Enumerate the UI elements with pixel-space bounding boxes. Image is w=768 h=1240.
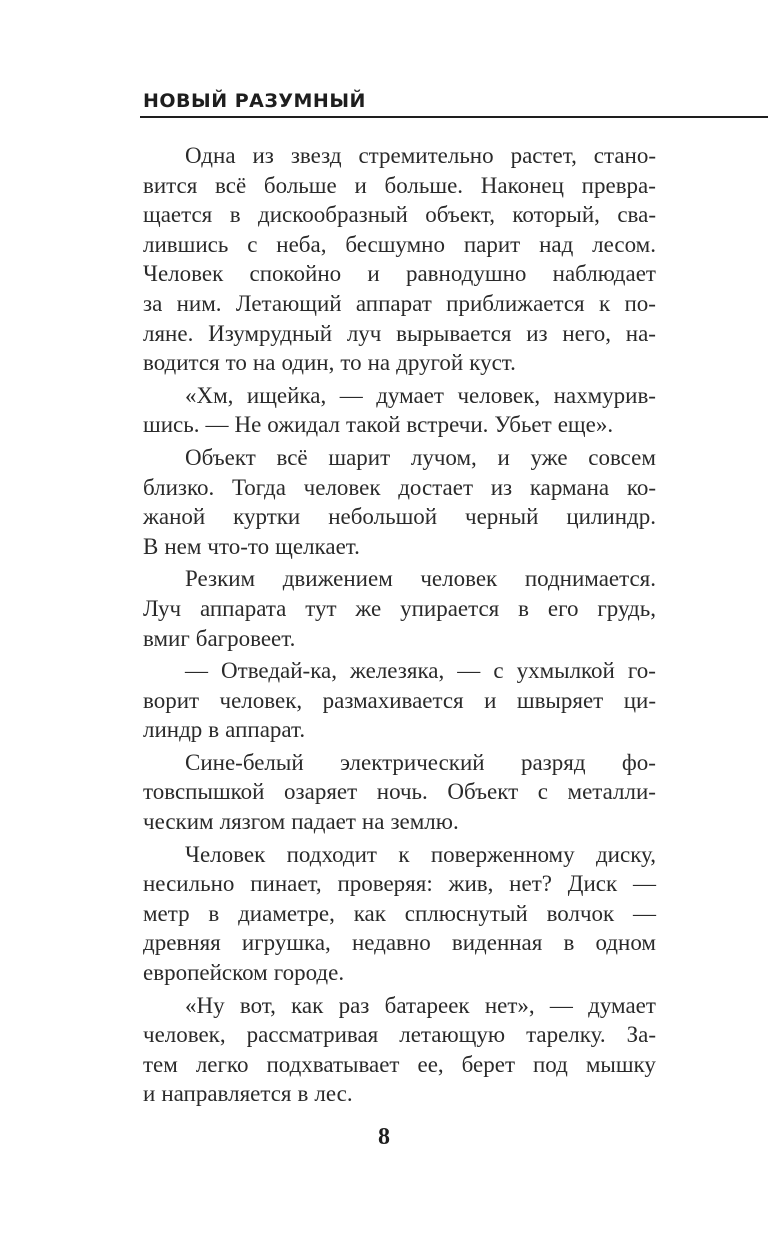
text-line bbox=[143, 443, 656, 473]
word: на bbox=[252, 350, 276, 376]
word: растет, bbox=[510, 143, 577, 168]
text-line bbox=[143, 991, 656, 1021]
word: — bbox=[633, 900, 656, 926]
word: него, bbox=[562, 320, 612, 346]
text-line bbox=[143, 381, 656, 411]
word: тарелку. bbox=[526, 1022, 606, 1048]
word: Луч bbox=[143, 595, 182, 621]
text-line bbox=[143, 348, 656, 378]
word: Сине-белый bbox=[185, 749, 304, 775]
word: виденная bbox=[451, 930, 543, 956]
word: — bbox=[205, 412, 229, 438]
word: как bbox=[353, 900, 386, 926]
word: ожидал bbox=[267, 412, 341, 438]
word: больше bbox=[263, 172, 337, 198]
word: человек bbox=[420, 566, 498, 592]
word: фо- bbox=[621, 749, 656, 775]
text-line bbox=[143, 564, 656, 594]
word: и bbox=[497, 444, 510, 470]
text-line bbox=[143, 807, 656, 837]
text-line bbox=[143, 200, 656, 230]
word: бесшумно bbox=[345, 231, 445, 257]
word: поднимается. bbox=[524, 566, 656, 592]
word: в bbox=[229, 202, 241, 228]
word: из bbox=[252, 143, 274, 168]
word: цилиндр. bbox=[566, 504, 656, 530]
word: ляне. bbox=[143, 320, 194, 346]
word: ее, bbox=[417, 1051, 444, 1077]
word: уже bbox=[530, 444, 568, 470]
text-line bbox=[143, 473, 656, 503]
word: недавно bbox=[351, 930, 431, 956]
text-line bbox=[143, 319, 656, 349]
word: багровеет. bbox=[195, 625, 296, 651]
text-line bbox=[143, 840, 656, 870]
word: ухмылкой bbox=[516, 658, 615, 684]
word: падает bbox=[291, 809, 356, 835]
word: шарит bbox=[328, 444, 391, 470]
word: шись. bbox=[143, 412, 200, 438]
word: ворит bbox=[143, 687, 200, 713]
word: из bbox=[526, 320, 548, 346]
word: то bbox=[340, 350, 362, 376]
word: другой bbox=[396, 350, 464, 376]
word: на bbox=[367, 350, 391, 376]
word: пинает, bbox=[250, 871, 322, 897]
word: жив, bbox=[448, 871, 494, 897]
word: летающую bbox=[399, 1022, 506, 1048]
word: игрушка, bbox=[241, 930, 331, 956]
word: человек, bbox=[219, 687, 303, 713]
body-text bbox=[143, 141, 656, 1109]
word: в bbox=[208, 717, 220, 743]
word: с bbox=[493, 658, 504, 684]
header-rule bbox=[140, 116, 768, 118]
word: превра- bbox=[581, 172, 656, 198]
word: — bbox=[339, 382, 363, 408]
word: подхватывает bbox=[266, 1051, 400, 1077]
text-line bbox=[143, 777, 656, 807]
word: берет bbox=[461, 1051, 516, 1077]
word: направляется bbox=[161, 1081, 292, 1107]
word: равнодушно bbox=[405, 261, 527, 287]
word: кармана bbox=[529, 474, 610, 500]
word: за bbox=[143, 290, 163, 316]
word: — bbox=[185, 658, 208, 684]
word: Одна bbox=[185, 143, 236, 168]
word: черный bbox=[465, 504, 539, 530]
word: по- bbox=[624, 290, 656, 316]
word: Человек bbox=[185, 841, 266, 867]
word: швыряет bbox=[516, 687, 604, 713]
word: нем bbox=[164, 533, 202, 559]
word: поверженному bbox=[430, 841, 575, 867]
word: который, bbox=[512, 202, 600, 228]
word: Диск bbox=[567, 871, 618, 897]
word: человек bbox=[303, 474, 381, 500]
word: тем bbox=[143, 1051, 178, 1077]
word: еще». bbox=[557, 412, 614, 438]
word: из bbox=[490, 474, 513, 500]
text-line bbox=[143, 899, 656, 929]
word: лес. bbox=[314, 1081, 353, 1107]
word: аппарат. bbox=[225, 717, 306, 743]
word: объект, bbox=[425, 202, 495, 228]
text-line bbox=[143, 958, 656, 988]
word: металли- bbox=[567, 779, 656, 805]
word: «Ну bbox=[185, 992, 225, 1018]
word: вмиг bbox=[143, 625, 190, 651]
word: грудь, bbox=[597, 595, 656, 621]
word: За- bbox=[626, 1022, 656, 1048]
word: ищейка, bbox=[246, 382, 327, 408]
word: один, bbox=[281, 350, 335, 376]
word: железяка, bbox=[350, 658, 445, 684]
word: над bbox=[539, 231, 574, 257]
word: стано- bbox=[593, 143, 656, 168]
text-line bbox=[143, 869, 656, 899]
word: «Хм, bbox=[185, 382, 234, 408]
word: аппарат bbox=[355, 290, 432, 316]
word: линдр bbox=[143, 717, 203, 743]
text-line bbox=[143, 1020, 656, 1050]
text-line bbox=[143, 410, 656, 440]
word: жаной bbox=[143, 504, 206, 530]
text-line bbox=[143, 1050, 656, 1080]
word: Не bbox=[234, 412, 262, 438]
word: спокойно bbox=[249, 261, 342, 287]
word: Летающий bbox=[235, 290, 342, 316]
text-line bbox=[143, 1079, 656, 1109]
word: Резким bbox=[185, 566, 256, 592]
word: и bbox=[354, 172, 367, 198]
word: сплюснутый bbox=[404, 900, 528, 926]
word: к bbox=[598, 290, 611, 316]
word: звезд bbox=[290, 143, 342, 168]
word: вот, bbox=[239, 992, 276, 1018]
text-line bbox=[143, 928, 656, 958]
word: Убьет bbox=[494, 412, 552, 438]
word: лучом, bbox=[410, 444, 477, 470]
word: вырывается bbox=[396, 320, 512, 346]
word: и bbox=[143, 1081, 156, 1107]
word: мышку bbox=[585, 1051, 656, 1077]
text-line bbox=[143, 715, 656, 745]
text-line bbox=[143, 624, 656, 654]
word: ночь. bbox=[376, 779, 428, 805]
word: под bbox=[533, 1051, 568, 1077]
word: парит bbox=[463, 231, 521, 257]
text-line bbox=[143, 686, 656, 716]
word: с bbox=[247, 231, 258, 257]
word: достает bbox=[398, 474, 474, 500]
word: электрический bbox=[340, 749, 485, 775]
word: — bbox=[549, 992, 573, 1018]
word: нет», bbox=[484, 992, 535, 1018]
page-number: 8 bbox=[378, 1124, 390, 1150]
word: го- bbox=[627, 658, 656, 684]
word: и bbox=[367, 261, 380, 287]
word: же bbox=[355, 595, 382, 621]
word: товспышкой bbox=[143, 779, 265, 805]
word: Объект bbox=[447, 779, 519, 805]
word: — bbox=[457, 658, 481, 684]
word: ческим bbox=[143, 809, 214, 835]
word: дискообразный bbox=[258, 202, 408, 228]
word: размахивается bbox=[322, 687, 464, 713]
word: проверяя: bbox=[337, 871, 433, 897]
text-line bbox=[143, 230, 656, 260]
word: древняя bbox=[143, 930, 221, 956]
text-line bbox=[143, 656, 656, 686]
word: щается bbox=[143, 202, 213, 228]
word: лязгом bbox=[219, 809, 286, 835]
word: ко- bbox=[626, 474, 656, 500]
word: диску, bbox=[595, 841, 656, 867]
word: в bbox=[297, 1081, 309, 1107]
word: в bbox=[208, 900, 220, 926]
word: разряд bbox=[520, 749, 586, 775]
word: В bbox=[143, 533, 159, 559]
word: волчок bbox=[546, 900, 615, 926]
word: в bbox=[518, 595, 529, 621]
word: раз bbox=[338, 992, 370, 1018]
word: думает bbox=[588, 992, 656, 1018]
word: его bbox=[547, 595, 579, 621]
text-line bbox=[143, 259, 656, 289]
word: в bbox=[563, 930, 575, 956]
word: куст. bbox=[469, 350, 516, 376]
word: движением bbox=[282, 566, 393, 592]
word: щелкает. bbox=[275, 533, 360, 559]
running-title: НОВЫЙ РАЗУМНЫЙ bbox=[143, 90, 366, 112]
word: лившись bbox=[143, 231, 229, 257]
word: нахмурив- bbox=[553, 382, 656, 408]
word: с bbox=[537, 779, 548, 805]
word: Тогда bbox=[231, 474, 286, 500]
word: ци- bbox=[623, 687, 656, 713]
word: наблюдает bbox=[552, 261, 656, 287]
word: Наконец bbox=[480, 172, 564, 198]
word: как bbox=[291, 992, 324, 1018]
word: и bbox=[484, 687, 497, 713]
word: встречи. bbox=[406, 412, 489, 438]
word: метр bbox=[143, 900, 190, 926]
word: куртки bbox=[233, 504, 301, 530]
word: такой bbox=[346, 412, 401, 438]
word: небольшой bbox=[328, 504, 438, 530]
word: тут bbox=[305, 595, 337, 621]
word: близко. bbox=[143, 474, 215, 500]
word: совсем bbox=[588, 444, 656, 470]
word: стремительно bbox=[358, 143, 494, 168]
word: городе. bbox=[273, 960, 345, 986]
text-line bbox=[143, 594, 656, 624]
word: нет? bbox=[509, 871, 552, 897]
word: сва- bbox=[617, 202, 656, 228]
word: человек, bbox=[143, 1022, 226, 1048]
word: землю. bbox=[390, 809, 459, 835]
word: на bbox=[361, 809, 385, 835]
word: больше. bbox=[384, 172, 464, 198]
word: Объект bbox=[185, 444, 256, 470]
word: несильно bbox=[143, 871, 235, 897]
word: неба, bbox=[276, 231, 327, 257]
word: европейском bbox=[143, 960, 268, 986]
word: упирается bbox=[400, 595, 500, 621]
word: диаметре, bbox=[238, 900, 335, 926]
text-line bbox=[143, 532, 656, 562]
word: то bbox=[225, 350, 247, 376]
word: Отведай-ка, bbox=[221, 658, 337, 684]
text-line bbox=[143, 502, 656, 532]
word: лесом. bbox=[592, 231, 656, 257]
word: что-то bbox=[207, 533, 270, 559]
word: всё bbox=[276, 444, 308, 470]
word: вится bbox=[143, 172, 198, 198]
word: ним. bbox=[176, 290, 222, 316]
word: легко bbox=[195, 1051, 249, 1077]
word: аппарата bbox=[199, 595, 287, 621]
word: одном bbox=[595, 930, 656, 956]
word: рассматривая bbox=[246, 1022, 379, 1048]
word: озаряет bbox=[284, 779, 358, 805]
text-line bbox=[143, 748, 656, 778]
word: батареек bbox=[384, 992, 470, 1018]
text-line bbox=[143, 141, 656, 171]
word: приближается bbox=[446, 290, 585, 316]
word: к bbox=[398, 841, 410, 867]
word: думает bbox=[376, 382, 444, 408]
word: водится bbox=[143, 350, 220, 376]
word: Изумрудный bbox=[208, 320, 333, 346]
word: человек, bbox=[457, 382, 541, 408]
word: — bbox=[632, 871, 656, 897]
word: всё bbox=[215, 172, 247, 198]
word: Человек bbox=[143, 261, 224, 287]
word: на- bbox=[625, 320, 656, 346]
text-line bbox=[143, 171, 656, 201]
text-line bbox=[143, 289, 656, 319]
word: луч bbox=[346, 320, 382, 346]
word: подходит bbox=[286, 841, 377, 867]
